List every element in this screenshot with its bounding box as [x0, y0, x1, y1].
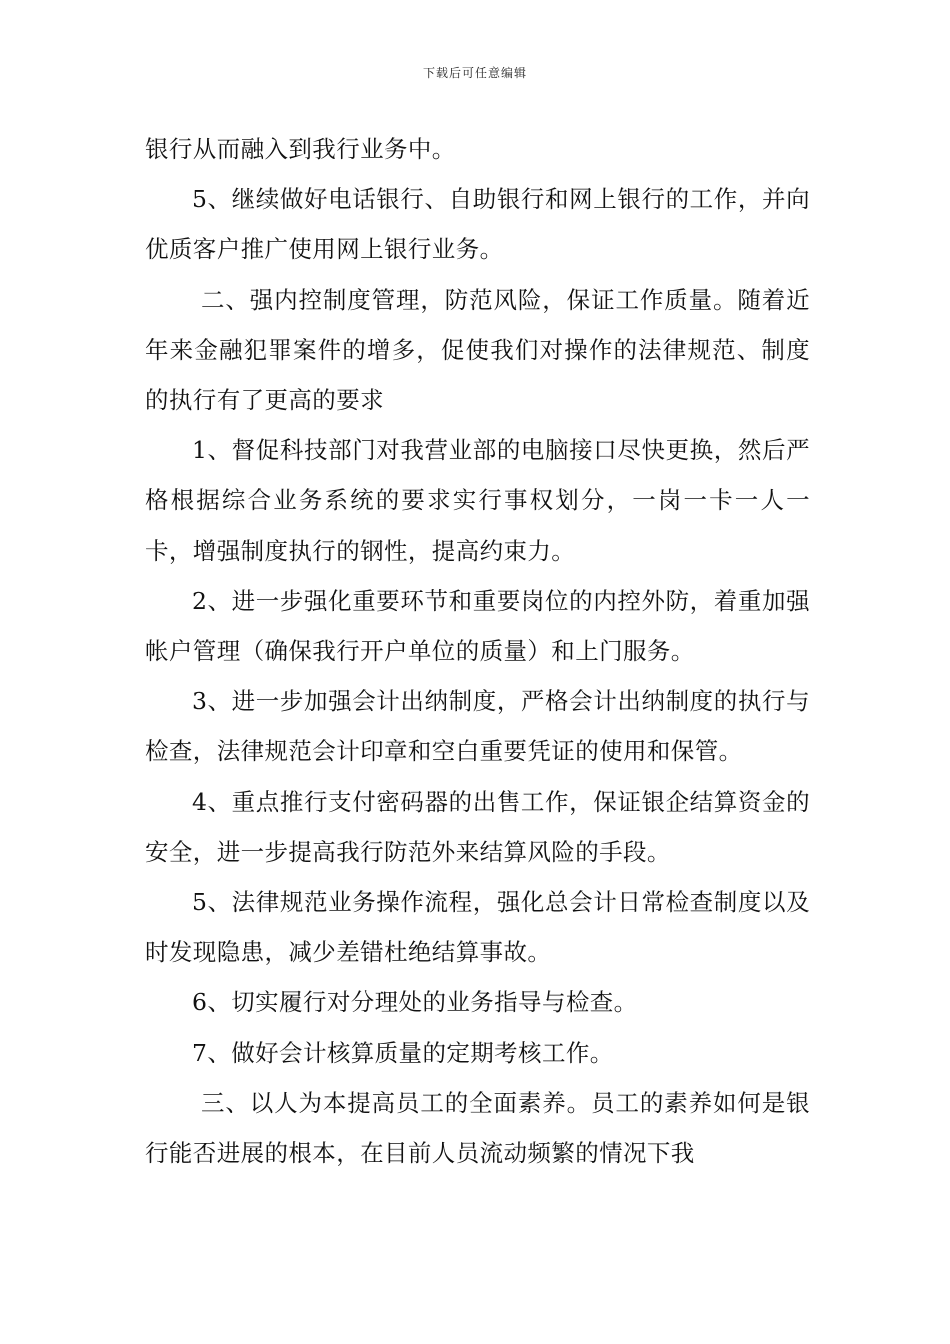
document-body — [145, 124, 810, 1178]
paragraph-item-6: 6、切实履行对分理处的业务指导与检查。 — [192, 988, 638, 1017]
page-header: 下载后可任意编辑 — [422, 66, 527, 80]
paragraph-section-2-heading: 二、强内控制度管理，防范风险，保证工作质量。随着近年来金融犯罪案件的增多，促使我们对操作的法律规范、制度的执行有了更高的要求 — [145, 285, 810, 415]
paragraph-section-3-heading: 三、以人为本提高员工的全面素养。员工的素养如何是银行能否进展的根本，在目前人员流动频繁的情况下我 — [145, 1088, 810, 1168]
paragraph-item-4: 4、重点推行支付密码器的出售工作，保证银企结算资金的安全，进一步提高我行防范外来结算风险的手段。 — [145, 787, 810, 866]
paragraph-item-3: 3、进一步加强会计出纳制度，严格会计出纳制度的执行与检查，法律规范会计印章和空白重要凭证的使用和保管。 — [145, 687, 810, 766]
paragraph-item-1: 1、督促科技部门对我营业部的电脑接口尽快更换，然后严格根据综合业务系统的要求实行事权划分，一岗一卡一人一卡，增强制度执行的钢性，提高约束力。 — [145, 436, 810, 565]
paragraph-item-7: 7、做好会计核算质量的定期考核工作。 — [192, 1038, 614, 1067]
paragraph-continuation: 银行从而融入到我行业务中。 — [145, 135, 456, 163]
paragraph-item-2: 2、进一步强化重要环节和重要岗位的内控外防，着重加强帐户管理（确保我行开户单位的质量）和上门服务。 — [145, 586, 810, 666]
paragraph-item-5: 5、法律规范业务操作流程，强化总会计日常检查制度以及时发现隐患，减少差错杜绝结算事故。 — [145, 888, 810, 967]
paragraph-item-5-ebanking: 5、继续做好电话银行、自助银行和网上银行的工作，并向优质客户推广使用网上银行业务。 — [145, 185, 810, 264]
